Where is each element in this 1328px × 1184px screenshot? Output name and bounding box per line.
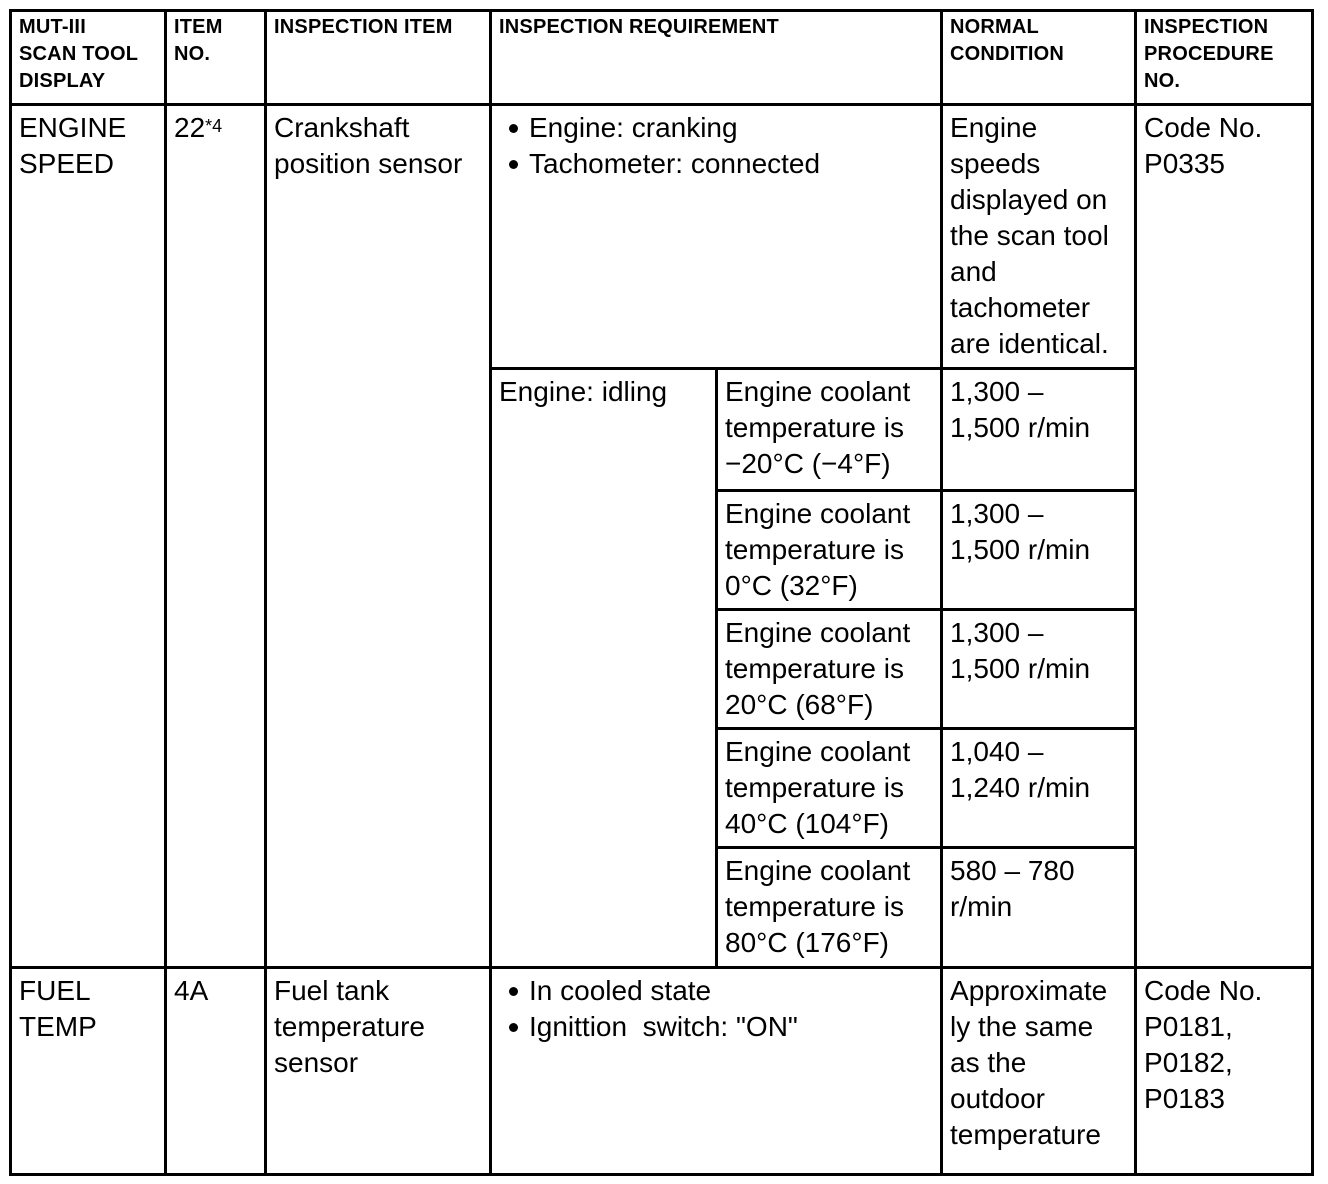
requirement-cell [491, 968, 942, 1175]
requirement-text: Ignittion switch: "ON" [529, 1011, 798, 1042]
table-row [11, 968, 1313, 1175]
bullet-icon [509, 160, 518, 169]
requirement-text: Tachometer: connected [529, 148, 821, 179]
normal-condition-cell: Engine speeds displayed on the scan tool and tachometer are identical. [942, 105, 1136, 369]
item-no-cell: 4A [166, 968, 266, 1175]
coolant-condition-cell: Engine coolant temperature is 80°C (176°F) [717, 848, 942, 968]
normal-condition-cell: 1,300 – 1,500 r/min [942, 369, 1136, 491]
inspection-table [9, 9, 1314, 1176]
header-inspection-requirement: INSPECTION REQUIREMENT [491, 11, 942, 105]
bullet-icon [509, 124, 518, 133]
normal-condition-cell: 1,300 – 1,500 r/min [942, 491, 1136, 610]
normal-condition-cell: 580 – 780 r/min [942, 848, 1136, 968]
requirement-cell [491, 105, 942, 369]
item-no-cell [166, 105, 266, 968]
list-item [499, 973, 933, 1009]
requirement-list [499, 973, 933, 1045]
normal-condition-cell: Approximate ly the same as the outdoor temperature [942, 968, 1136, 1175]
coolant-condition-cell: Engine coolant temperature is 20°C (68°F) [717, 610, 942, 729]
header-scan-tool-display: MUT-III SCAN TOOL DISPLAY [11, 11, 166, 105]
requirement-text: Engine: cranking [529, 112, 738, 143]
header-inspection-procedure: INSPECTION PROCEDURE NO. [1136, 11, 1313, 105]
coolant-condition-cell: Engine coolant temperature is 0°C (32°F) [717, 491, 942, 610]
procedure-cell: Code No. P0335 [1136, 105, 1313, 968]
procedure-cell: Code No. P0181, P0182, P0183 [1136, 968, 1313, 1175]
normal-condition-cell: 1,040 – 1,240 r/min [942, 729, 1136, 848]
header-item-no: ITEM NO. [166, 11, 266, 105]
inspection-item-cell: Fuel tank temperature sensor [266, 968, 491, 1175]
header-row [11, 11, 1313, 105]
normal-condition-cell: 1,300 – 1,500 r/min [942, 610, 1136, 729]
item-no-value: 22 [174, 112, 206, 143]
idling-label-cell: Engine: idling [491, 369, 717, 968]
table-row [11, 105, 1313, 369]
item-no-footnote: *4 [205, 116, 223, 136]
bullet-icon [509, 1023, 518, 1032]
list-item [499, 146, 933, 182]
header-normal-condition: NORMAL CONDITION [942, 11, 1136, 105]
coolant-condition-cell: Engine coolant temperature is 40°C (104°F) [717, 729, 942, 848]
requirement-list [499, 110, 933, 182]
bullet-icon [509, 987, 518, 996]
requirement-text: In cooled state [529, 975, 712, 1006]
display-cell: FUEL TEMP [11, 968, 166, 1175]
coolant-condition-cell: Engine coolant temperature is −20°C (−4°F) [717, 369, 942, 491]
list-item [499, 110, 933, 146]
display-cell: ENGINE SPEED [11, 105, 166, 968]
list-item [499, 1009, 933, 1045]
header-inspection-item: INSPECTION ITEM [266, 11, 491, 105]
inspection-item-cell: Crankshaft position sensor [266, 105, 491, 968]
